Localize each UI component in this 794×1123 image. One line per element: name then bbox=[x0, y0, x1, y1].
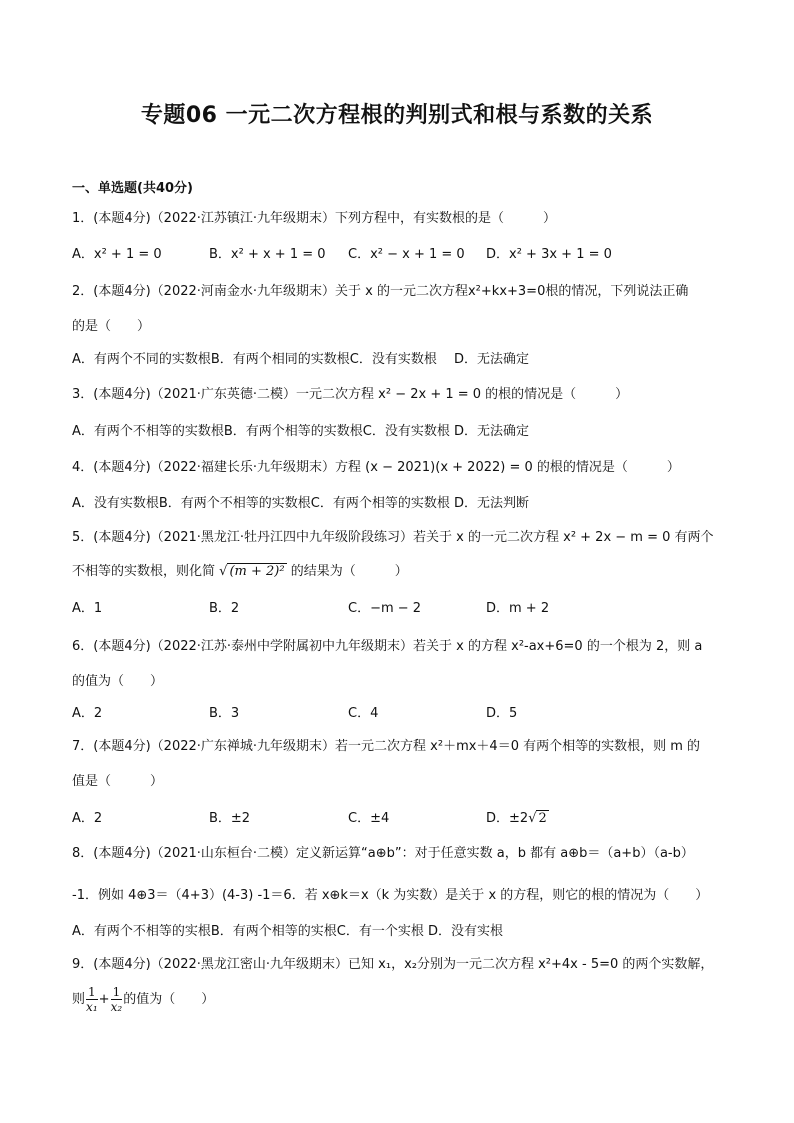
fraction-2-numerator: 1 bbox=[112, 985, 121, 999]
fraction-2 bbox=[111, 985, 123, 1014]
question-5-option-d: D．m + 2 bbox=[486, 601, 550, 616]
question-8-stem-line1: 8．(本题4分)（2021·山东桓台·二模）定义新运算“a⊕b”：对于任意实数 a，b 都有 a⊕b＝（a+b）（a-b） bbox=[72, 846, 694, 861]
question-3-stem: 3．(本题4分)（2021·广东英德·二模）一元二次方程 x² − 2x + 1 = 0 的根的情况是（ ） bbox=[72, 387, 629, 402]
question-7-option-d-prefix: D．±2 bbox=[486, 811, 529, 826]
question-1-option-c: C．x² − x + 1 = 0 bbox=[348, 247, 465, 262]
section-heading: 一、单选题(共40分) bbox=[72, 181, 193, 196]
question-5-stem-line1: 5．(本题4分)（2021·黑龙江·牡丹江四中九年级阶段练习）若关于 x 的一元二次方程 x² + 2x − m = 0 有两个 bbox=[72, 530, 714, 545]
question-9-stem-line1: 9．(本题4分)（2022·黑龙江密山·九年级期末）已知 x₁，x₂分别为一元二次方程 x²+4x - 5=0 的两个实数解， bbox=[72, 957, 714, 972]
question-5-stem-line2-prefix: 不相等的实数根，则化简 bbox=[72, 564, 216, 579]
question-5-stem-line2 bbox=[72, 563, 408, 581]
fraction-1 bbox=[86, 985, 98, 1014]
question-9-stem-line2 bbox=[72, 985, 214, 1015]
question-7-option-b: B．±2 bbox=[209, 811, 251, 826]
question-4-stem: 4．(本题4分)（2022·福建长乐·九年级期末）方程 (x − 2021)(x + 2022) = 0 的根的情况是（ ） bbox=[72, 460, 680, 475]
question-6-stem-line2: 的值为（ ） bbox=[72, 674, 164, 689]
question-5-stem-line2-suffix: 的结果为（ ） bbox=[290, 564, 408, 579]
question-2-stem-line1: 2．(本题4分)（2022·河南金水·九年级期末）关于 x 的一元二次方程x²+kx+3=0根的情况，下列说法正确 bbox=[72, 284, 689, 299]
question-2-options: A．有两个不同的实数根B．有两个相同的实数根C．没有实数根 D．无法确定 bbox=[72, 352, 530, 367]
question-7-stem-line2: 值是（ ） bbox=[72, 774, 164, 789]
question-7-option-d bbox=[486, 810, 549, 828]
sqrt-expression: √ (m + 2)² bbox=[219, 564, 285, 579]
question-7-stem-line1: 7．(本题4分)（2022·广东禅城·九年级期末）若一元二次方程 x²＋mx＋4＝0 有两个相等的实数根，则 m 的 bbox=[72, 739, 701, 754]
question-2-stem-line2: 的是（ ） bbox=[72, 319, 151, 334]
sqrt-radicand: (m + 2)² bbox=[229, 564, 285, 579]
question-6-option-c: C．4 bbox=[348, 706, 379, 721]
question-6-option-a: A．2 bbox=[72, 706, 103, 721]
question-5-option-b: B．2 bbox=[209, 601, 240, 616]
question-1-option-a: A．x² + 1 = 0 bbox=[72, 247, 162, 262]
question-9-prefix: 则 bbox=[72, 992, 86, 1007]
sqrt-expression: √ 2 bbox=[528, 811, 547, 826]
question-8-options: A．有两个不相等的实根B．有两个相等的实根C．有一个实根 D．没有实根 bbox=[72, 924, 504, 939]
question-6-option-b: B．3 bbox=[209, 706, 240, 721]
question-6-stem-line1: 6．(本题4分)（2022·江苏·泰州中学附属初中九年级期末）若关于 x 的方程 x²-ax+6=0 的一个根为 2，则 a bbox=[72, 639, 703, 654]
fraction-2-denominator: x₂ bbox=[110, 1000, 123, 1014]
question-9-suffix: 的值为（ ） bbox=[123, 992, 215, 1007]
page-title: 专题06 一元二次方程根的判别式和根与系数的关系 bbox=[140, 103, 654, 128]
question-5-option-c: C．−m − 2 bbox=[348, 601, 422, 616]
question-7-option-a: A．2 bbox=[72, 811, 103, 826]
question-1-stem: 1．(本题4分)（2022·江苏镇江·九年级期末）下列方程中，有实数根的是（ ） bbox=[72, 211, 557, 226]
question-3-options: A．有两个不相等的实数根B．有两个相等的实数根C．没有实数根 D．无法确定 bbox=[72, 424, 530, 439]
question-6-option-d: D．5 bbox=[486, 706, 518, 721]
question-7-option-c: C．±4 bbox=[348, 811, 390, 826]
fraction-1-denominator: x₁ bbox=[86, 1000, 98, 1014]
fraction-1-numerator: 1 bbox=[88, 985, 96, 999]
question-5-option-a: A．1 bbox=[72, 601, 103, 616]
question-8-stem-line2: -1．例如 4⊕3＝（4+3）(4-3) -1＝6．若 x⊕k＝x（k 为实数）是关于 x 的方程，则它的根的情况为（ ） bbox=[72, 888, 709, 903]
question-1-option-b: B．x² + x + 1 = 0 bbox=[209, 247, 326, 262]
question-4-options: A．没有实数根B．有两个不相等的实数根C．有两个相等的实数根 D．无法判断 bbox=[72, 496, 530, 511]
sqrt-radicand: 2 bbox=[538, 811, 547, 826]
question-1-option-d: D．x² + 3x + 1 = 0 bbox=[486, 247, 612, 262]
plus-sign: + bbox=[98, 992, 110, 1007]
